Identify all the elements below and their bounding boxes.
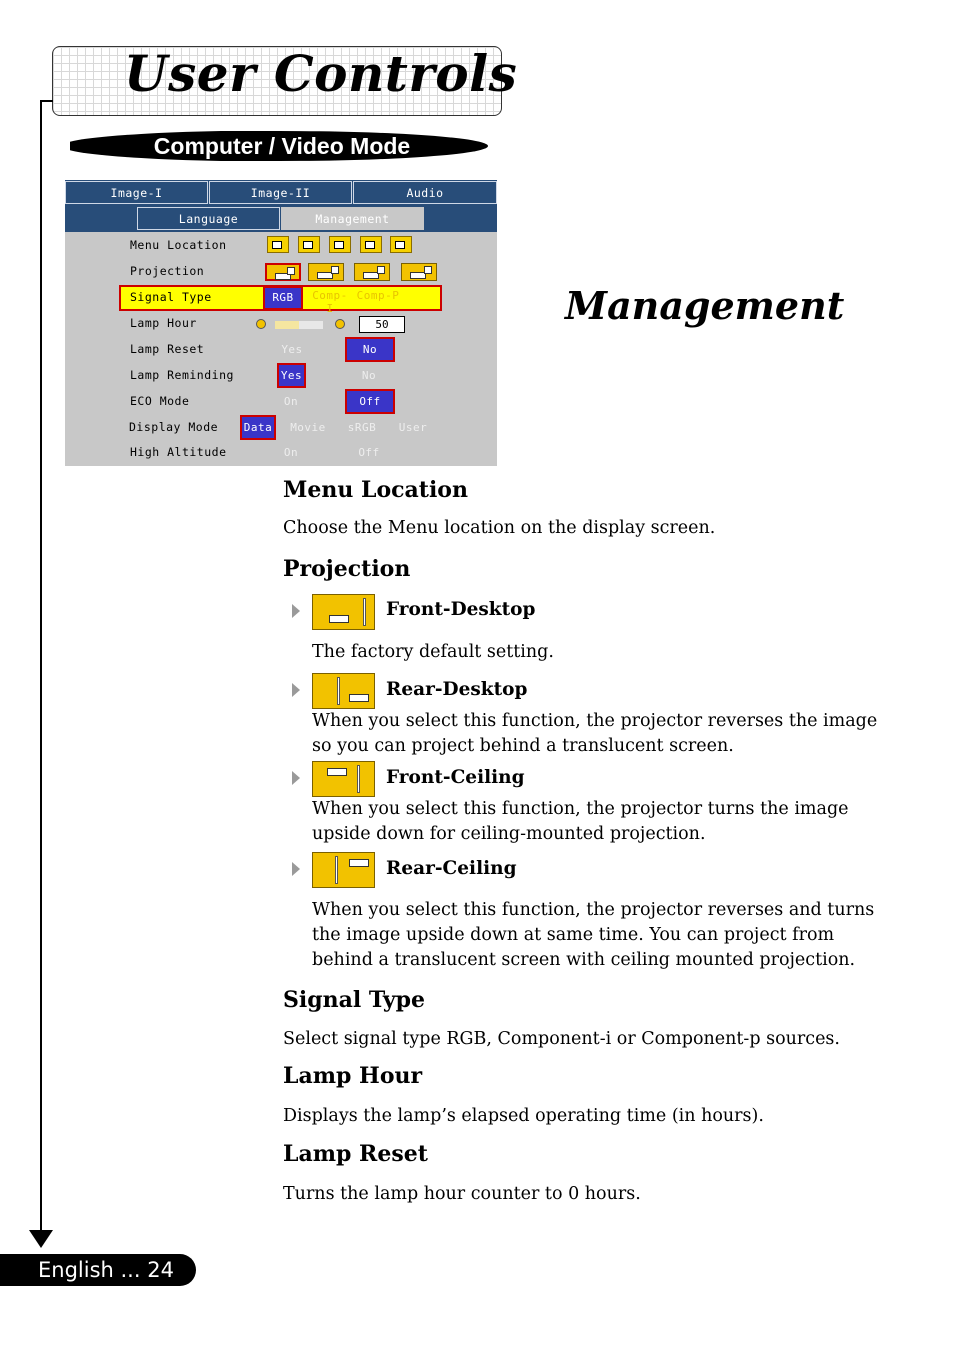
text-front-ceiling-2: upside down for ceiling-mounted projection.	[312, 824, 706, 844]
osd-menu-location-label: Menu Location	[130, 238, 227, 252]
tab-audio[interactable]: Audio	[353, 181, 497, 204]
rear-ceiling-icon	[312, 852, 375, 888]
text-menu-location: Choose the Menu location on the display screen.	[283, 518, 716, 538]
projection-rear-desktop-icon[interactable]	[354, 263, 390, 281]
bullet-icon	[292, 771, 300, 785]
label-rear-desktop: Rear-Desktop	[386, 679, 528, 700]
lamp-bright-icon	[335, 319, 345, 329]
text-rear-ceiling-3: behind a translucent screen with ceiling mounted projection.	[312, 950, 856, 970]
heading-menu-location: Menu Location	[283, 477, 468, 503]
signal-option-comp-i[interactable]: Comp-I	[312, 289, 348, 315]
text-rear-desktop-1: When you select this function, the projector reverses the image	[312, 711, 878, 731]
display-mode-srgb[interactable]: sRGB	[347, 421, 377, 434]
text-front-ceiling-1: When you select this function, the projector turns the image	[312, 799, 849, 819]
arrow-down-icon	[29, 1230, 53, 1248]
lamp-reminding-yes[interactable]: Yes	[277, 363, 306, 388]
mode-banner-text: Computer / Video Mode	[153, 133, 411, 159]
bullet-icon	[292, 604, 300, 618]
lamp-hour-bar	[275, 321, 323, 329]
display-mode-user[interactable]: User	[398, 421, 428, 434]
bullet-icon	[292, 683, 300, 697]
osd-eco-mode-label: ECO Mode	[130, 394, 190, 408]
text-signal-type: Select signal type RGB, Component-i or Component-p sources.	[283, 1029, 840, 1049]
osd-lamp-reminding-label: Lamp Reminding	[130, 368, 234, 382]
tab-management[interactable]: Management	[281, 207, 424, 230]
projection-front-ceiling-icon[interactable]	[308, 263, 344, 281]
text-lamp-hour: Displays the lamp’s elapsed operating time (in hours).	[283, 1106, 764, 1126]
tab-image-i[interactable]: Image-I	[65, 181, 208, 204]
menu-location-top-right-icon[interactable]	[298, 236, 320, 253]
lamp-reminding-no[interactable]: No	[361, 369, 377, 382]
eco-mode-on[interactable]: On	[283, 395, 299, 408]
osd-display-mode-label: Display Mode	[129, 420, 219, 434]
margin-line-stub	[40, 100, 53, 102]
high-altitude-on[interactable]: On	[283, 446, 299, 459]
projection-front-desktop-icon[interactable]	[265, 263, 301, 281]
menu-location-center-icon[interactable]	[329, 236, 351, 253]
section-title: Management	[565, 283, 845, 328]
high-altitude-off[interactable]: Off	[358, 446, 380, 459]
lamp-reset-yes[interactable]: Yes	[281, 343, 303, 356]
osd-projection-label: Projection	[130, 264, 205, 278]
signal-option-comp-p[interactable]: Comp-P	[356, 289, 400, 302]
heading-signal-type: Signal Type	[283, 987, 426, 1013]
lamp-reset-no[interactable]: No	[345, 337, 395, 362]
tab-image-ii[interactable]: Image-II	[209, 181, 352, 204]
text-rear-ceiling-2: the image upside down at same time. You can project from	[312, 925, 835, 945]
label-front-ceiling: Front-Ceiling	[386, 767, 525, 788]
menu-location-bottom-left-icon[interactable]	[360, 236, 382, 253]
lamp-dim-icon	[256, 319, 266, 329]
margin-line	[40, 100, 42, 1235]
osd-lamp-reset-label: Lamp Reset	[130, 342, 205, 356]
signal-option-rgb[interactable]: RGB	[263, 286, 303, 310]
bullet-icon	[292, 862, 300, 876]
text-front-desktop: The factory default setting.	[312, 642, 554, 662]
eco-mode-off[interactable]: Off	[345, 389, 395, 414]
front-ceiling-icon	[312, 761, 375, 797]
menu-location-bottom-right-icon[interactable]	[390, 236, 412, 253]
lamp-hour-value: 50	[359, 316, 405, 333]
label-front-desktop: Front-Desktop	[386, 599, 536, 620]
front-desktop-icon	[312, 594, 375, 630]
text-lamp-reset: Turns the lamp hour counter to 0 hours.	[283, 1184, 641, 1204]
osd-high-altitude-label: High Altitude	[130, 445, 227, 459]
osd-lamp-hour-label: Lamp Hour	[130, 316, 197, 330]
heading-lamp-reset: Lamp Reset	[283, 1141, 428, 1167]
projection-rear-ceiling-icon[interactable]	[401, 263, 437, 281]
page-number: English ... 24	[38, 1258, 174, 1282]
display-mode-movie[interactable]: Movie	[290, 421, 326, 434]
display-mode-data[interactable]: Data	[240, 415, 276, 440]
osd-signal-type-label: Signal Type	[130, 290, 212, 304]
osd-menu	[65, 180, 497, 466]
label-rear-ceiling: Rear-Ceiling	[386, 858, 517, 879]
lamp-hour-fill	[275, 321, 299, 329]
page-title: User Controls	[124, 44, 518, 103]
heading-projection: Projection	[283, 556, 411, 582]
text-rear-ceiling-1: When you select this function, the projector reverses and turns	[312, 900, 875, 920]
text-rear-desktop-2: so you can project behind a translucent screen.	[312, 736, 734, 756]
heading-lamp-hour: Lamp Hour	[283, 1063, 423, 1089]
menu-location-top-left-icon[interactable]	[267, 236, 289, 253]
tab-language[interactable]: Language	[137, 207, 280, 230]
rear-desktop-icon	[312, 673, 375, 709]
